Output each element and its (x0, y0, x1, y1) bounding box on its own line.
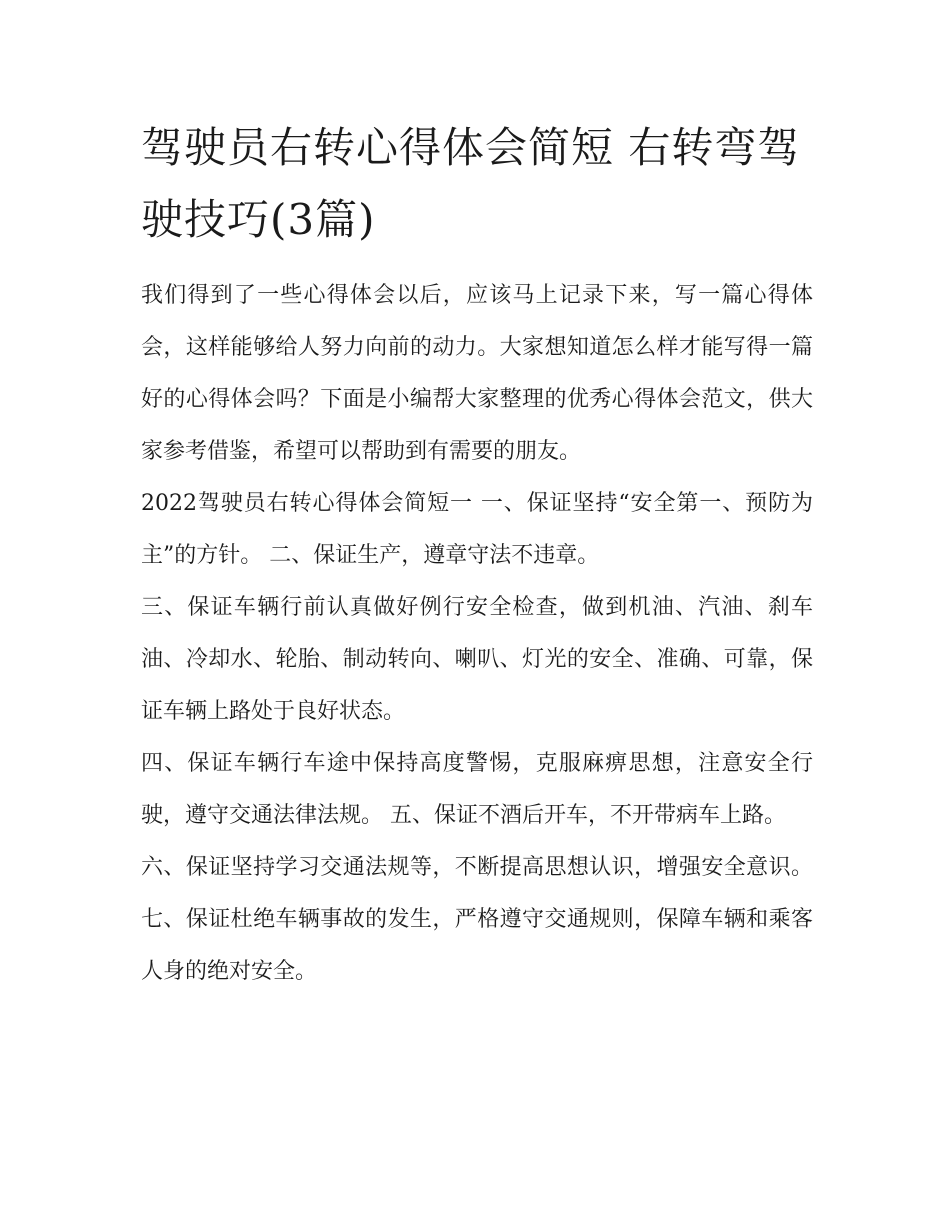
body-paragraph-4: 六、保证坚持学习交通法规等，不断提高思想认识，增强安全意识。 七、保证杜绝车辆事故的发生，严格遵守交通规则，保障车辆和乘客人身的绝对安全。 (141, 855, 813, 984)
body-paragraph-3: 四、保证车辆行车途中保持高度警惕，克服麻痹思想，注意安全行驶，遵守交通法律法规。 五、保证不酒后开车，不开带病车上路。 (141, 751, 813, 828)
document-page (141, 112, 813, 998)
body-paragraph-2: 三、保证车辆行前认真做好例行安全检查，做到机油、汽油、刹车油、冷却水、轮胎、制动转向、喇叭、灯光的安全、准确、可靠，保证车辆上路处于良好状态。 (141, 595, 813, 724)
document-title: 驾驶员右转心得体会简短 右转弯驾驶技巧(3篇) (141, 123, 801, 244)
intro-paragraph: 我们得到了一些心得体会以后，应该马上记录下来，写一篇心得体会，这样能够给人努力向前的动力。大家想知道怎么样才能写得一篇好的心得体会吗？下面是小编帮大家整理的优秀心得体会范文，供大家参考借鉴，希望可以帮助到有需要的朋友。 (141, 283, 813, 464)
body-paragraph-1: 2022驾驶员右转心得体会简短一 一、保证坚持“安全第一、预防为主”的方针。 二、保证生产，遵章守法不违章。 (141, 491, 813, 568)
